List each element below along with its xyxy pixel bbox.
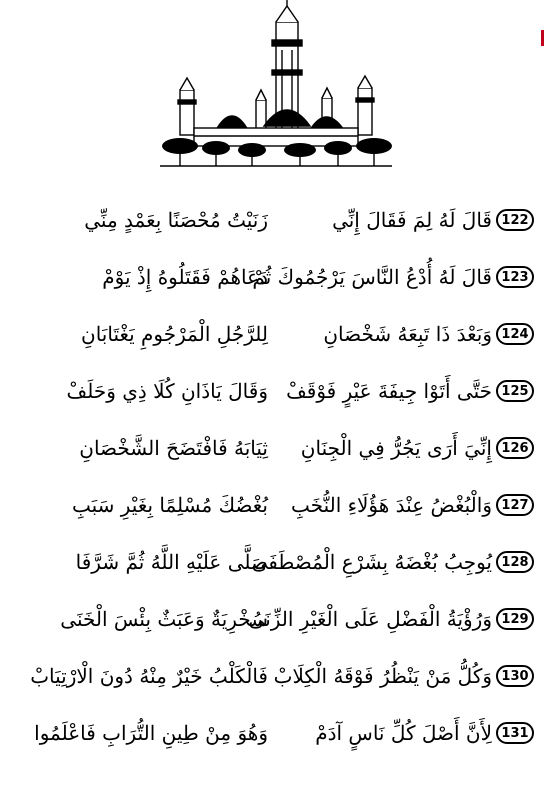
verse-number-badge: 130 (496, 665, 534, 687)
verse-second-hemistich: زَنَيْتُ مُحْصَنًا بِعَمْدٍ مِنِّي (84, 208, 268, 232)
verse-second-hemistich: دَعَاهُمْ فَقَتَلُوهُ إِذْ يَوْمْ (102, 265, 268, 289)
verse-number-badge: 122 (496, 209, 534, 231)
verse-line (0, 432, 544, 489)
verse-number-badge: 124 (496, 323, 534, 345)
verse-second-hemistich: بُغْضُكَ مُسْلِمًا بِغَيْرِ سَبَبِ (71, 493, 268, 517)
verse-first-hemistich: إِنِّيَ أَرَى يَجُرُّ فِي الْجِنَانِ (300, 436, 492, 460)
verse-second-hemistich: وَهُوَ مِنْ طِينِ التُّرَابِ فَاعْلَمُوا (34, 721, 268, 745)
verse-line (0, 261, 544, 318)
verse-number-badge: 127 (496, 494, 534, 516)
verse-line (0, 660, 544, 717)
mosque-illustration (160, 0, 392, 172)
verse-line (0, 489, 544, 546)
verse-number-badge: 123 (496, 266, 534, 288)
verse-first-hemistich: قَالَ لَهُ أُدْعُ النَّاسَ يَرْجُمُوكَ ثُمْ (252, 265, 492, 289)
mosque-icon (160, 0, 392, 166)
verse-second-hemistich: ثِيَابَهُ فَافْتَضَحَ الشَّخْصَانِ (79, 436, 268, 460)
verse-line (0, 204, 544, 261)
verse-second-hemistich: لِلرَّجُلِ الْمَرْجُومِ يَغْتَابَانِ (81, 322, 268, 346)
verse-first-hemistich: وَبَعْدَ ذَا تَبِعَهُ شَخْصَانِ (323, 322, 492, 346)
verse-number-badge: 125 (496, 380, 534, 402)
verse-line (0, 546, 544, 603)
verse-line (0, 318, 544, 375)
verse-line (0, 603, 544, 660)
verse-list (0, 204, 544, 774)
verse-number-badge: 128 (496, 551, 534, 573)
verse-second-hemistich: وَقَالَ يَاذَانِ كُلَا ذِي وَحَلَفْ (66, 379, 268, 403)
verse-number-badge: 126 (496, 437, 534, 459)
verse-first-hemistich: وَكُلُّ مَنْ يَنْظُرُ فَوْقَهُ الْكِلَابْ (273, 664, 492, 688)
verse-first-hemistich: لِأَنَّ أَصْلَ كُلِّ نَاسٍ آدَمْ (315, 721, 492, 745)
verse-first-hemistich: حَتَّى أَتَوْا جِيفَةَ عَيْرٍ فَوْقَفْ (286, 379, 492, 403)
verse-first-hemistich: وَالْبُغْضُ عِنْدَ هَؤُلَاءِ النُّخَبِ (291, 493, 492, 517)
verse-number-badge: 131 (496, 722, 534, 744)
verse-line (0, 717, 544, 774)
verse-line (0, 375, 544, 432)
verse-first-hemistich: يُوجِبُ بُغْضَهُ بِشَرْعِ الْمُصْطَفَى (251, 550, 492, 574)
verse-second-hemistich: صَلَّى عَلَيْهِ اللَّهُ ثُمَّ شَرَّفَا (75, 550, 268, 574)
verse-number-badge: 129 (496, 608, 534, 630)
verse-second-hemistich: سُخْرِيَةٌ وَعَبَثٌ بِئْسَ الْخَنَى (60, 607, 268, 631)
verse-second-hemistich: فَالْكَلْبُ خَيْرٌ مِنْهُ دُونَ الْارْتِيَابْ (30, 664, 268, 688)
verse-first-hemistich: قَالَ لَهُ لِمَ فَقَالَ إِنِّي (332, 208, 492, 232)
verse-first-hemistich: وَرُؤْيَةُ الْفَضْلِ عَلَى الْغَيْرِ الزِّنَى (248, 607, 492, 631)
